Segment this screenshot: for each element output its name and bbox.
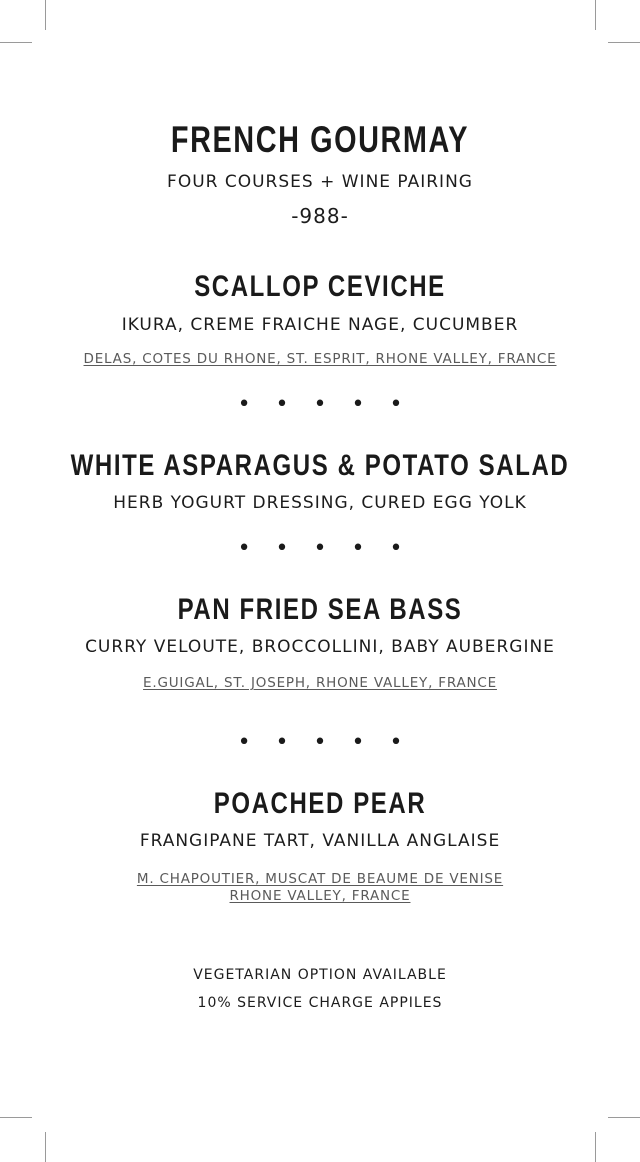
- menu-title: FRENCH GOURMAY: [170, 119, 470, 160]
- separator-dots-1: • • • • •: [237, 392, 412, 417]
- crop-mark-top-left-horizontal: [0, 42, 32, 43]
- course-1-wine-pairing[interactable]: DELAS, COTES DU RHONE, ST. ESPRIT, RHONE VALLEY, FRANCE: [83, 351, 557, 367]
- separator-dots-2: • • • • •: [237, 536, 412, 561]
- course-4-wine-pairing-line-2[interactable]: RHONE VALLEY, FRANCE: [229, 888, 411, 904]
- course-4-wine-pairing-line-1[interactable]: M. CHAPOUTIER, MUSCAT DE BEAUME DE VENISE: [136, 871, 504, 887]
- crop-mark-top-right-horizontal: [608, 42, 640, 43]
- course-1-description: IKURA, CREME FRAICHE NAGE, CUCUMBER: [121, 315, 519, 335]
- course-1-name: SCALLOP CEVICHE: [194, 270, 446, 303]
- crop-mark-bottom-right-vertical: [595, 1132, 596, 1162]
- course-4-name: POACHED PEAR: [213, 787, 427, 820]
- separator-dots-3: • • • • •: [237, 730, 412, 755]
- course-2-name: WHITE ASPARAGUS & POTATO SALAD: [70, 449, 570, 482]
- course-3-name: PAN FRIED SEA BASS: [177, 593, 463, 626]
- crop-mark-top-right-vertical: [595, 0, 596, 30]
- menu-subtitle: FOUR COURSES + WINE PAIRING: [167, 172, 473, 192]
- course-2-description: HERB YOGURT DRESSING, CURED EGG YOLK: [113, 493, 527, 513]
- vegetarian-note: VEGETARIAN OPTION AVAILABLE: [193, 967, 447, 983]
- crop-mark-bottom-left-horizontal: [0, 1117, 32, 1118]
- crop-mark-bottom-left-vertical: [45, 1132, 46, 1162]
- course-4-description: FRANGIPANE TART, VANILLA ANGLAISE: [139, 831, 501, 851]
- menu-price: -988-: [291, 204, 349, 228]
- service-charge-note: 10% SERVICE CHARGE APPILES: [197, 995, 443, 1011]
- crop-mark-top-left-vertical: [45, 0, 46, 30]
- course-3-wine-pairing[interactable]: E.GUIGAL, ST. JOSEPH, RHONE VALLEY, FRANCE: [143, 675, 497, 691]
- crop-mark-bottom-right-horizontal: [608, 1117, 640, 1118]
- course-3-description: CURRY VELOUTE, BROCCOLLINI, BABY AUBERGINE: [85, 637, 555, 657]
